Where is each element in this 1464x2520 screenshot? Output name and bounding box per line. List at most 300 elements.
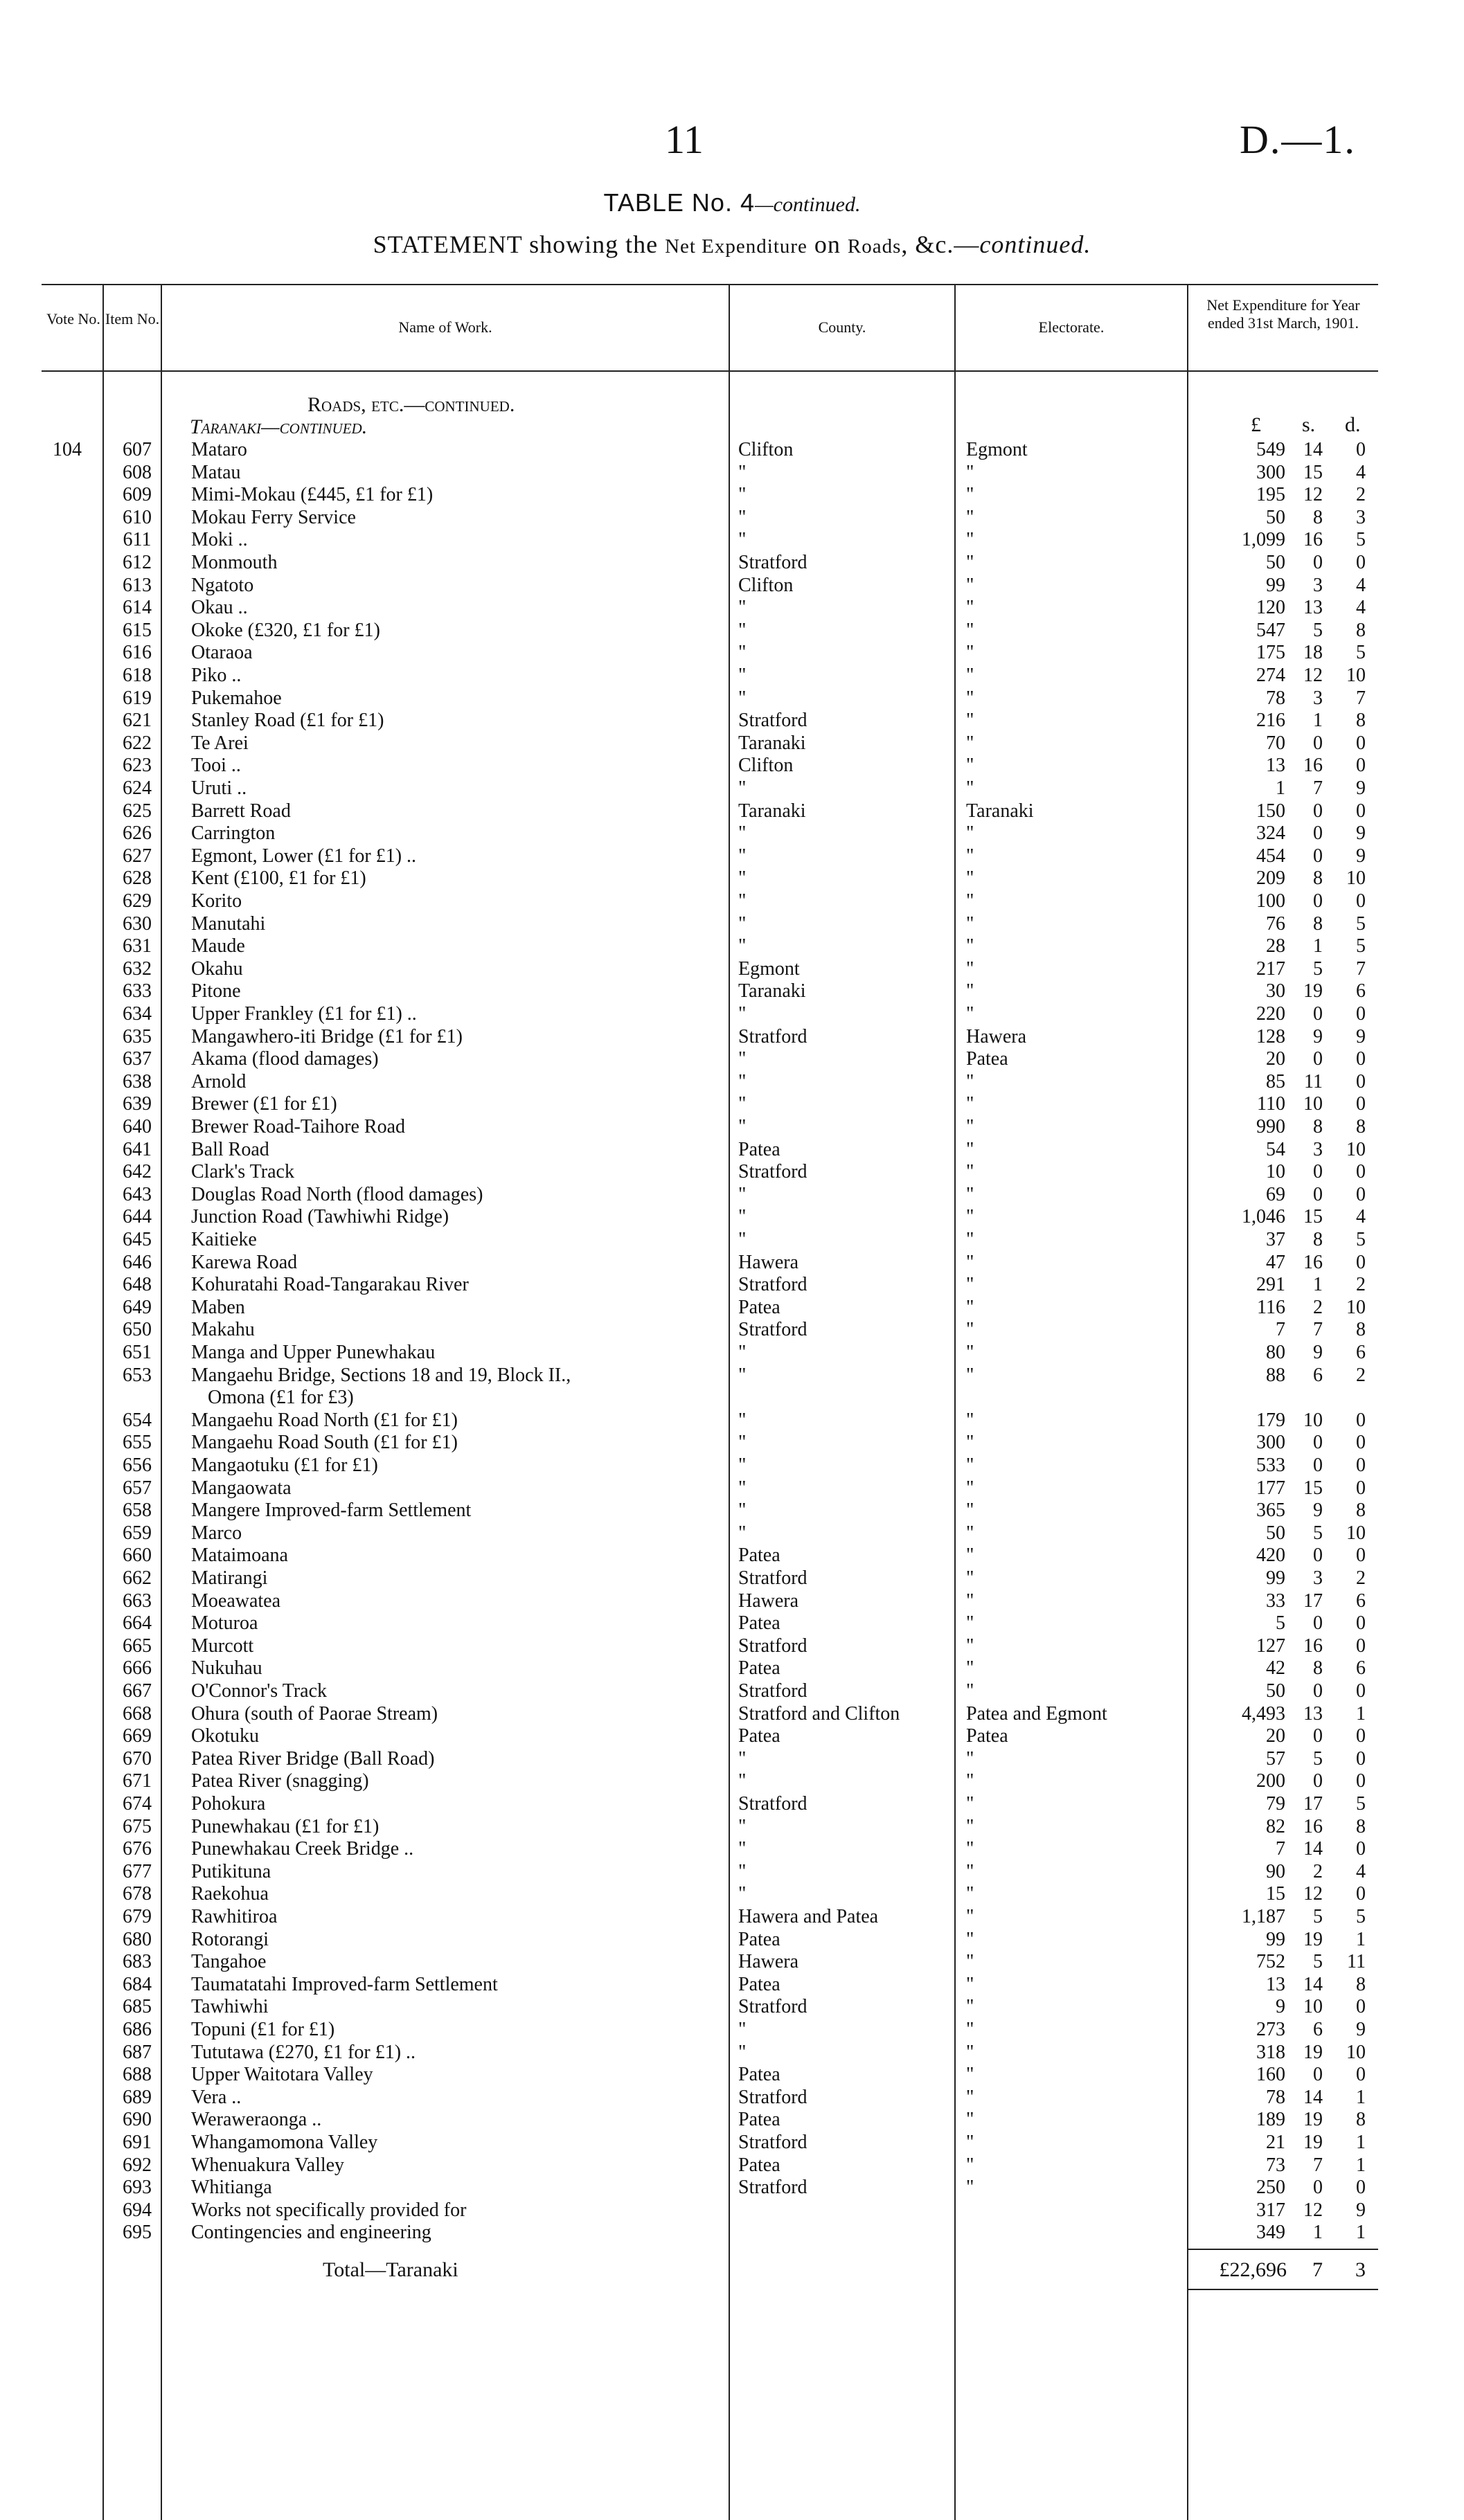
item-number: 678 [123, 1883, 152, 1905]
pounds: 76 [1266, 913, 1285, 935]
pence: 1 [1356, 1703, 1366, 1725]
county: Hawera and Patea [738, 1906, 879, 1927]
pence: 6 [1356, 1590, 1366, 1612]
item-number: 693 [123, 2177, 152, 2198]
shillings: 0 [1313, 1545, 1323, 1566]
work-name: Tangahoe [191, 1951, 267, 1972]
electorate: " [966, 687, 974, 709]
item-number: 689 [123, 2087, 152, 2108]
table-row [0, 800, 1464, 822]
item-number: 660 [123, 1545, 152, 1566]
pence: 6 [1356, 980, 1366, 1002]
item-number: 684 [123, 1974, 152, 1995]
electorate: " [966, 462, 974, 483]
pence: 1 [1356, 2154, 1366, 2176]
item-number: 630 [123, 913, 152, 935]
table-row [0, 777, 1464, 800]
shillings: 0 [1313, 1770, 1323, 1792]
electorate: " [966, 913, 974, 935]
shillings: 5 [1313, 1951, 1323, 1972]
pounds: 177 [1256, 1477, 1285, 1499]
pence: 8 [1356, 710, 1366, 731]
electorate: Taranaki [966, 800, 1034, 822]
item-number: 659 [123, 1522, 152, 1544]
pounds: 300 [1256, 1432, 1285, 1453]
total-rule-bottom [1187, 2289, 1378, 2290]
table-row [0, 1093, 1464, 1115]
table-row [0, 935, 1464, 957]
electorate: " [966, 1951, 974, 1972]
electorate: " [966, 2154, 974, 2176]
item-number: 619 [123, 687, 152, 709]
pence: 0 [1356, 1184, 1366, 1205]
item-number: 649 [123, 1297, 152, 1318]
table-row [0, 1026, 1464, 1048]
electorate: " [966, 1274, 974, 1295]
item-number: 685 [123, 1996, 152, 2017]
work-name: Mataimoana [191, 1545, 288, 1566]
subtitle-roads: Roads [847, 235, 902, 258]
electorate: " [966, 507, 974, 528]
electorate: " [966, 1410, 974, 1431]
shillings: 9 [1313, 1026, 1323, 1047]
electorate: " [966, 484, 974, 505]
shillings: 8 [1313, 1116, 1323, 1137]
pence: 0 [1356, 1003, 1366, 1025]
item-number: 612 [123, 552, 152, 573]
county: Stratford [738, 710, 807, 731]
total-shillings: 7 [1312, 2258, 1323, 2281]
county: " [738, 1748, 747, 1770]
electorate: Patea and Egmont [966, 1703, 1107, 1725]
pounds: 317 [1256, 2199, 1285, 2221]
pounds: 318 [1256, 2042, 1285, 2063]
county: Stratford [738, 552, 807, 573]
table-row [0, 1477, 1464, 1500]
table-row [0, 620, 1464, 642]
work-name: Matirangi [191, 1567, 268, 1589]
pounds: 73 [1266, 2154, 1285, 2176]
electorate: " [966, 1432, 974, 1453]
work-name: Murcott [191, 1635, 254, 1657]
county: Stratford [738, 2087, 807, 2108]
pence: 0 [1356, 2177, 1366, 2198]
electorate: " [966, 935, 974, 957]
work-name: Matau [191, 462, 241, 483]
shillings: 3 [1313, 575, 1323, 596]
shillings: 0 [1313, 1680, 1323, 1702]
pence: 5 [1356, 1793, 1366, 1815]
county: " [738, 1071, 747, 1092]
table-row [0, 1161, 1464, 1183]
shillings: 6 [1313, 1365, 1323, 1386]
work-name: Okahu [191, 958, 243, 980]
electorate: " [966, 1861, 974, 1882]
pence: 8 [1356, 1319, 1366, 1340]
pence: 2 [1356, 1365, 1366, 1386]
county: Stratford [738, 1026, 807, 1047]
pence: 0 [1356, 439, 1366, 460]
table-title-main: TABLE No. 4 [603, 188, 755, 217]
shillings: 8 [1313, 913, 1323, 935]
county: " [738, 2019, 747, 2040]
work-name: Upper Frankley (£1 for £1) .. [191, 1003, 417, 1025]
item-number: 650 [123, 1319, 152, 1340]
pence: 0 [1356, 1748, 1366, 1770]
pence: 10 [1346, 867, 1366, 889]
pounds: 21 [1266, 2132, 1285, 2153]
pence: 0 [1356, 890, 1366, 912]
electorate: " [966, 1139, 974, 1160]
shillings: 13 [1303, 597, 1323, 618]
county: " [738, 1342, 747, 1363]
work-name: Pitone [191, 980, 241, 1002]
table-row [0, 1252, 1464, 1274]
pounds: 533 [1256, 1455, 1285, 1476]
table-row [0, 2154, 1464, 2177]
county: " [738, 1206, 747, 1227]
shillings: 0 [1313, 800, 1323, 822]
item-number: 668 [123, 1703, 152, 1725]
item-number: 644 [123, 1206, 152, 1227]
county: Stratford [738, 1793, 807, 1815]
pounds: 69 [1266, 1184, 1285, 1205]
item-number: 621 [123, 710, 152, 731]
item-number: 613 [123, 575, 152, 596]
county: Patea [738, 1657, 780, 1679]
pounds: 175 [1256, 642, 1285, 663]
county: " [738, 1477, 747, 1499]
table-row [0, 2222, 1464, 2244]
shillings: 16 [1303, 755, 1323, 776]
pence: 10 [1346, 1522, 1366, 1544]
work-name: Mangaotuku (£1 for £1) [191, 1455, 378, 1476]
item-number: 646 [123, 1252, 152, 1273]
electorate: " [966, 890, 974, 912]
pounds: 57 [1266, 1748, 1285, 1770]
table-subtitle [0, 230, 1464, 259]
header-electorate: Electorate. [1038, 318, 1105, 336]
pounds: 454 [1256, 845, 1285, 867]
pounds: 209 [1256, 867, 1285, 889]
work-name: Kohuratahi Road-Tangarakau River [191, 1274, 469, 1295]
electorate: " [966, 1545, 974, 1566]
shillings: 3 [1313, 687, 1323, 709]
work-name: Makahu [191, 1319, 255, 1340]
pounds: 752 [1256, 1951, 1285, 1972]
subtitle-mid: on [807, 231, 848, 258]
electorate: " [966, 1342, 974, 1363]
shillings: 17 [1303, 1793, 1323, 1815]
electorate: " [966, 529, 974, 550]
table-row [0, 913, 1464, 935]
pence: 9 [1356, 845, 1366, 867]
item-number: 610 [123, 507, 152, 528]
county: Stratford [738, 1635, 807, 1657]
pounds: 349 [1256, 2222, 1285, 2243]
county: " [738, 1093, 747, 1115]
work-name: Punewhakau Creek Bridge .. [191, 1838, 414, 1860]
electorate: " [966, 575, 974, 596]
work-name: Whitianga [191, 2177, 272, 2198]
work-name: Pohokura [191, 1793, 266, 1815]
pence: 0 [1356, 1725, 1366, 1747]
county: " [738, 1003, 747, 1025]
item-number: 666 [123, 1657, 152, 1679]
item-number: 658 [123, 1500, 152, 1521]
county: Stratford [738, 2177, 807, 2198]
subtitle-continued: continued. [979, 231, 1091, 258]
electorate: " [966, 1906, 974, 1927]
shillings: 1 [1313, 710, 1323, 731]
electorate: " [966, 2064, 974, 2085]
shillings: 0 [1313, 732, 1323, 754]
work-name: Kaitieke [191, 1229, 257, 1250]
pounds: 54 [1266, 1139, 1285, 1160]
item-number: 663 [123, 1590, 152, 1612]
item-number: 656 [123, 1455, 152, 1476]
section-heading [307, 393, 515, 417]
pence: 9 [1356, 777, 1366, 799]
item-number: 688 [123, 2064, 152, 2085]
shillings: 19 [1303, 1929, 1323, 1950]
item-number: 628 [123, 867, 152, 889]
table-row [0, 755, 1464, 777]
shillings: 5 [1313, 1748, 1323, 1770]
electorate: " [966, 1477, 974, 1499]
pence: 9 [1356, 2019, 1366, 2040]
pence: 5 [1356, 1906, 1366, 1927]
item-number: 638 [123, 1071, 152, 1092]
work-name: Upper Waitotara Valley [191, 2064, 373, 2085]
work-name: Karewa Road [191, 1252, 298, 1273]
item-number: 631 [123, 935, 152, 957]
pence: 4 [1356, 575, 1366, 596]
item-number: 667 [123, 1680, 152, 1702]
item-number: 645 [123, 1229, 152, 1250]
shillings: 0 [1313, 1432, 1323, 1453]
item-number: 657 [123, 1477, 152, 1499]
item-number: 625 [123, 800, 152, 822]
shillings: 0 [1313, 1161, 1323, 1182]
table-row-continuation [0, 1387, 1464, 1409]
shillings: 8 [1313, 507, 1323, 528]
table-row [0, 867, 1464, 890]
shillings: 0 [1313, 890, 1323, 912]
electorate: " [966, 1883, 974, 1905]
county: Clifton [738, 755, 794, 776]
item-number: 670 [123, 1748, 152, 1770]
pounds: 7 [1276, 1838, 1285, 1860]
shillings: 0 [1313, 552, 1323, 573]
pence: 1 [1356, 2222, 1366, 2243]
shillings: 16 [1303, 1816, 1323, 1837]
pence: 8 [1356, 1500, 1366, 1521]
pounds: 274 [1256, 665, 1285, 686]
pounds: 273 [1256, 2019, 1285, 2040]
electorate: " [966, 1748, 974, 1770]
work-name: Mokau Ferry Service [191, 507, 356, 528]
shillings: 0 [1313, 1612, 1323, 1634]
item-number: 626 [123, 822, 152, 844]
electorate: " [966, 755, 974, 776]
table-row [0, 1410, 1464, 1432]
county: Taranaki [738, 800, 806, 822]
item-number: 618 [123, 665, 152, 686]
work-name: Tututawa (£270, £1 for £1) .. [191, 2042, 416, 2063]
total-pounds: £22,696 [1219, 2258, 1287, 2281]
electorate: " [966, 958, 974, 980]
work-name: Mangaowata [191, 1477, 292, 1499]
header-shillings: s. [1302, 413, 1316, 436]
electorate: " [966, 732, 974, 754]
pounds: 120 [1256, 597, 1285, 618]
county: Patea [738, 1974, 780, 1995]
county: " [738, 507, 747, 528]
county: " [738, 1410, 747, 1431]
subtitle-net-expenditure: Net Expenditure [665, 235, 807, 258]
item-number: 635 [123, 1026, 152, 1047]
table-row [0, 1680, 1464, 1702]
table-row [0, 1996, 1464, 2018]
item-number: 627 [123, 845, 152, 867]
item-number: 651 [123, 1342, 152, 1363]
pence: 5 [1356, 529, 1366, 550]
shillings: 0 [1313, 1048, 1323, 1070]
pounds: 85 [1266, 1071, 1285, 1092]
item-number: 671 [123, 1770, 152, 1792]
item-number: 640 [123, 1116, 152, 1137]
work-name: Putikituna [191, 1861, 271, 1882]
item-number: 662 [123, 1567, 152, 1589]
work-name: O'Connor's Track [191, 1680, 327, 1702]
pounds: 116 [1257, 1297, 1285, 1318]
electorate: " [966, 777, 974, 799]
pounds: 70 [1266, 732, 1285, 754]
pounds: 80 [1266, 1342, 1285, 1363]
shillings: 10 [1303, 1093, 1323, 1115]
work-name: Maben [191, 1297, 245, 1318]
item-number: 674 [123, 1793, 152, 1815]
pounds: 200 [1256, 1770, 1285, 1792]
pence: 0 [1356, 1612, 1366, 1634]
shillings: 15 [1303, 1477, 1323, 1499]
county: Stratford [738, 1996, 807, 2017]
table-row [0, 2132, 1464, 2154]
electorate: " [966, 2042, 974, 2063]
electorate: " [966, 1974, 974, 1995]
pounds: 50 [1266, 1680, 1285, 1702]
shillings: 6 [1313, 2019, 1323, 2040]
electorate: " [966, 1635, 974, 1657]
electorate: " [966, 1838, 974, 1860]
electorate: " [966, 1996, 974, 2017]
pounds: 4,493 [1242, 1703, 1285, 1725]
shillings: 7 [1313, 2154, 1323, 2176]
electorate: " [966, 2132, 974, 2153]
item-number: 677 [123, 1861, 152, 1882]
work-name: Raekohua [191, 1883, 269, 1905]
pence: 6 [1356, 1657, 1366, 1679]
pence: 2 [1356, 1567, 1366, 1589]
electorate: " [966, 1612, 974, 1634]
header-county: County. [818, 318, 866, 336]
work-name: Barrett Road [191, 800, 291, 822]
pounds: 90 [1266, 1861, 1285, 1882]
pence: 4 [1356, 1861, 1366, 1882]
county: " [738, 1455, 747, 1476]
pounds: 128 [1256, 1026, 1285, 1047]
work-name: Carrington [191, 822, 276, 844]
electorate: Hawera [966, 1026, 1027, 1047]
pence: 0 [1356, 1770, 1366, 1792]
item-number: 639 [123, 1093, 152, 1115]
page-number: 11 [665, 117, 704, 162]
shillings: 0 [1313, 822, 1323, 844]
pounds: 10 [1266, 1161, 1285, 1182]
pence: 0 [1356, 1883, 1366, 1905]
pounds: 189 [1256, 2109, 1285, 2130]
county: Clifton [738, 575, 794, 596]
pence: 10 [1346, 1297, 1366, 1318]
table-row [0, 2177, 1464, 2199]
item-number: 642 [123, 1161, 152, 1182]
work-name: Whangamomona Valley [191, 2132, 378, 2153]
work-name: Junction Road (Tawhiwhi Ridge) [191, 1206, 449, 1227]
table-row [0, 1432, 1464, 1454]
table-row [0, 1770, 1464, 1792]
pounds: 365 [1256, 1500, 1285, 1521]
shillings: 15 [1303, 462, 1323, 483]
county: " [738, 1770, 747, 1792]
shillings: 13 [1303, 1703, 1323, 1725]
county: Patea [738, 2109, 780, 2130]
electorate: " [966, 2109, 974, 2130]
work-name: Okoke (£320, £1 for £1) [191, 620, 380, 641]
table-row [0, 1229, 1464, 1251]
electorate: " [966, 597, 974, 618]
table-row [0, 2109, 1464, 2131]
table-row [0, 1139, 1464, 1161]
work-name: Vera .. [191, 2087, 242, 2108]
header-bottom-rule [42, 370, 1378, 372]
pounds: 1 [1276, 777, 1285, 799]
work-name: Ohura (south of Paorae Stream) [191, 1703, 438, 1725]
pounds: 300 [1256, 462, 1285, 483]
pounds: 50 [1266, 507, 1285, 528]
work-name: Whenuakura Valley [191, 2154, 345, 2176]
shillings: 16 [1303, 529, 1323, 550]
item-number: 676 [123, 1838, 152, 1860]
item-number: 608 [123, 462, 152, 483]
shillings: 8 [1313, 867, 1323, 889]
table-row [0, 1206, 1464, 1228]
shillings: 18 [1303, 642, 1323, 663]
item-number: 641 [123, 1139, 152, 1160]
pounds: 13 [1266, 755, 1285, 776]
table-row [0, 2087, 1464, 2109]
pounds: 216 [1256, 710, 1285, 731]
pounds: 195 [1256, 484, 1285, 505]
pence: 0 [1356, 1838, 1366, 1860]
county: " [738, 935, 747, 957]
electorate: " [966, 1929, 974, 1950]
electorate: " [966, 1184, 974, 1205]
shillings: 14 [1303, 2087, 1323, 2108]
county: " [738, 1432, 747, 1453]
table-row [0, 1748, 1464, 1770]
electorate: " [966, 1793, 974, 1815]
